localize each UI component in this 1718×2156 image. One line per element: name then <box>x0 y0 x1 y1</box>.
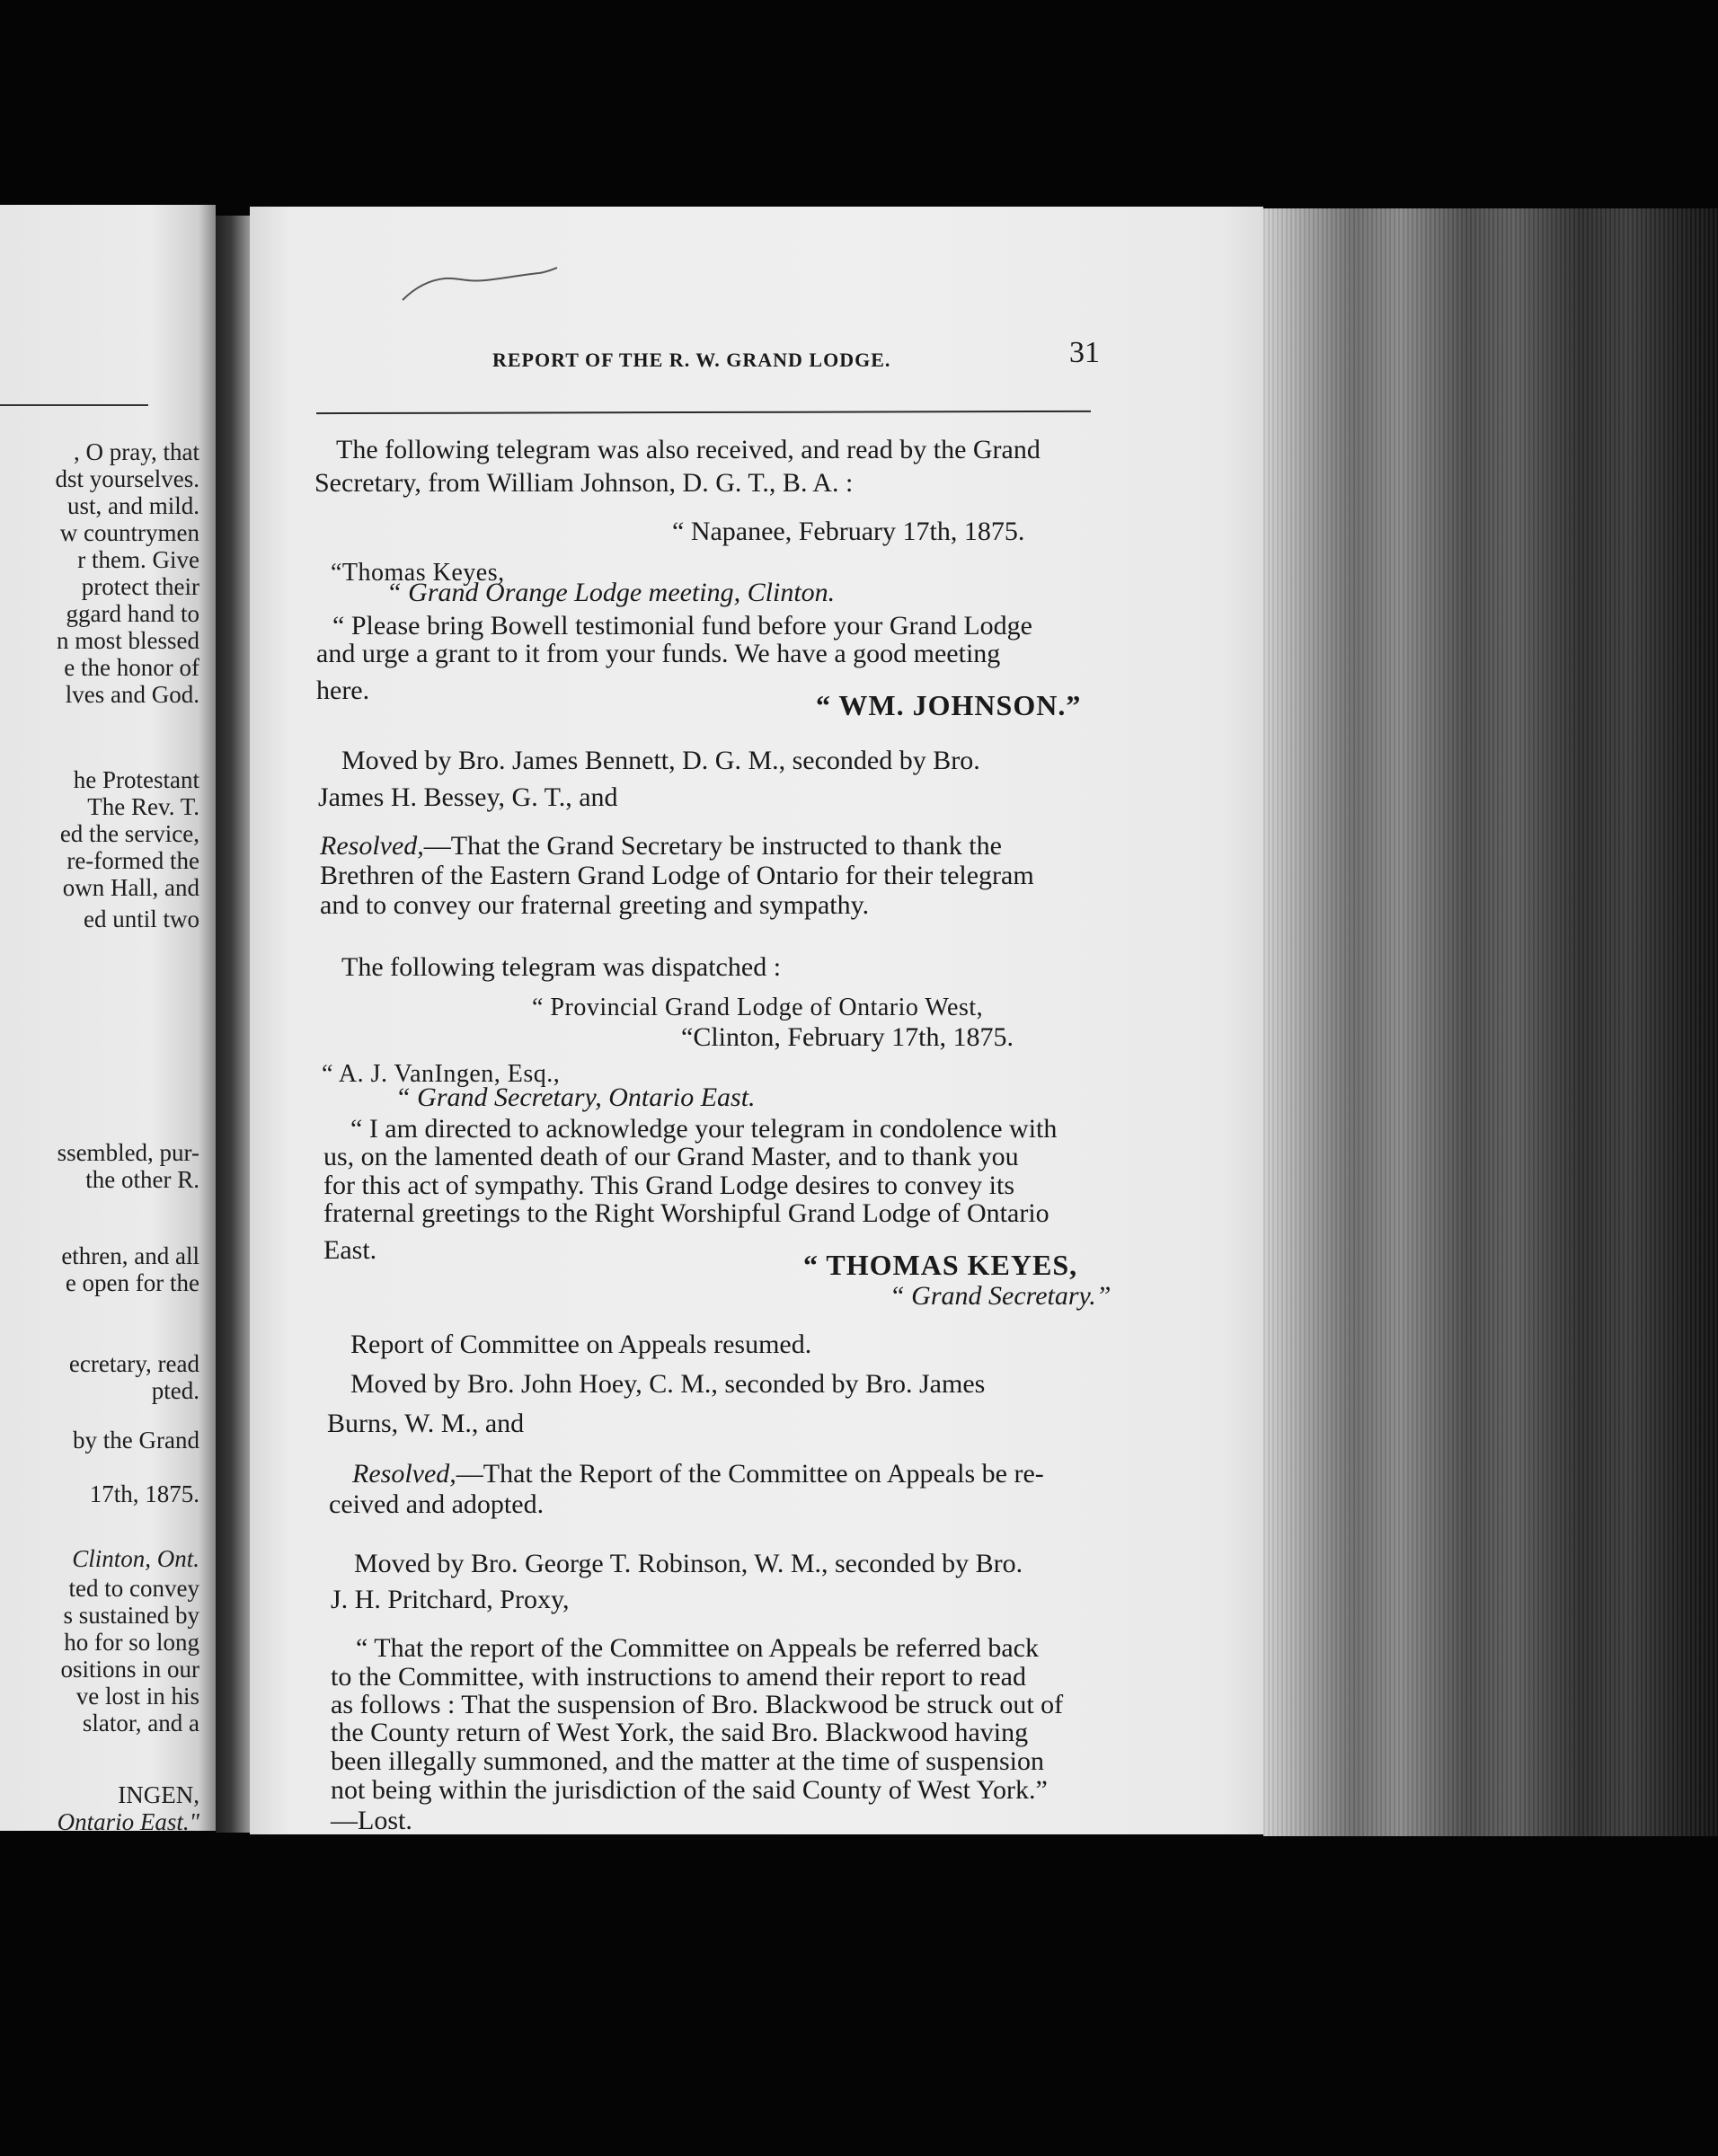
left-page-text-line: ed the service, <box>59 820 199 847</box>
motion-line: as follows : That the suspension of Bro. Blackwood be struck out of <box>331 1690 1064 1719</box>
left-page-text-line: ho for so long <box>64 1629 199 1656</box>
telegram-body-line: “ I am directed to acknowledge your telegram in condolence with <box>350 1114 1058 1144</box>
resolved-label: Resolved, <box>320 831 424 861</box>
book-page-edges <box>1263 208 1718 1836</box>
left-page-text-line: by the Grand <box>73 1427 199 1454</box>
left-page-text-line: ust, and mild. <box>67 492 199 519</box>
resolution-line: Brethren of the Eastern Grand Lodge of Ontario for their telegram <box>320 861 1034 890</box>
resolution-text: —That the Report of the Committee on Appeals be re- <box>456 1459 1044 1489</box>
motion-result: —Lost. <box>331 1806 412 1835</box>
left-page-text-line: w countrymen <box>59 519 199 546</box>
left-page-text-line: ositions in our <box>60 1656 199 1683</box>
left-page-text-line: ssembled, pur- <box>57 1139 199 1166</box>
left-page-text-line: INGEN, <box>118 1781 199 1808</box>
left-page-text-line: slator, and a <box>82 1710 199 1736</box>
telegram-signature: “ THOMAS KEYES, <box>803 1249 1078 1281</box>
motion-line: “ That the report of the Committee on Appeals be referred back <box>356 1633 1039 1663</box>
resolution-line: ceived and adopted. <box>329 1489 545 1519</box>
left-page-text-line: The Rev. T. <box>87 793 199 820</box>
paragraph-line: J. H. Pritchard, Proxy, <box>331 1585 570 1614</box>
left-page-text-line: own Hall, and <box>62 874 199 901</box>
left-page-text-line: dst yourselves. <box>55 465 199 492</box>
left-page-text-line: he Protestant <box>73 766 199 793</box>
telegram-body-line: here. <box>316 676 370 705</box>
running-head: REPORT OF THE R. W. GRAND LODGE. <box>492 349 891 371</box>
left-page-text-line: ted to convey <box>68 1575 199 1602</box>
paragraph-line: Burns, W. M., and <box>327 1409 525 1438</box>
telegram-addressee: “ A. J. VanIngen, Esq., <box>322 1060 561 1088</box>
left-page-text-line: n most blessed <box>57 627 199 654</box>
pen-scribble-mark <box>395 262 575 316</box>
resolution-line <box>352 1459 1044 1489</box>
left-page-text-line: 17th, 1875. <box>89 1480 199 1507</box>
paragraph-line: Moved by Bro. John Hoey, C. M., seconded by Bro. James <box>350 1369 986 1399</box>
paragraph-line: Moved by Bro. George T. Robinson, W. M., seconded by Bro. <box>354 1549 1023 1578</box>
left-page-text-line: s sustained by <box>63 1602 199 1629</box>
motion-line: been illegally summoned, and the matter at the time of suspension <box>331 1746 1044 1776</box>
telegram-signature: “ WM. JOHNSON.” <box>816 689 1082 721</box>
left-page-text-line: e open for the <box>65 1269 199 1296</box>
left-page-text-line: protect their <box>81 573 199 600</box>
page-number: 31 <box>1069 336 1100 369</box>
left-page-text-line: , O pray, that <box>74 438 199 465</box>
motion-line: to the Committee, with instructions to amend their report to read <box>331 1662 1026 1692</box>
telegram-body-line: “ Please bring Bowell testimonial fund before your Grand Lodge <box>332 611 1032 641</box>
telegram-body-line: East. <box>323 1235 377 1265</box>
telegram-dateline: “Clinton, February 17th, 1875. <box>681 1022 1014 1052</box>
left-page-text-line: pted. <box>151 1377 199 1404</box>
resolved-label: Resolved, <box>352 1459 456 1489</box>
motion-line: not being within the jurisdiction of the said County of West York.” <box>331 1775 1048 1805</box>
left-page-text-line: the other R. <box>85 1166 199 1193</box>
left-page-text-line: re-formed the <box>66 847 199 874</box>
resolution-line: and to convey our fraternal greeting and sympathy. <box>320 890 870 920</box>
left-page-text-line: ed until two <box>84 906 199 932</box>
telegram-body-line: and urge a grant to it from your funds. We have a good meeting <box>316 639 1001 668</box>
telegram-sender: “ Provincial Grand Lodge of Ontario West, <box>532 994 984 1021</box>
motion-line: the County return of West York, the said Bro. Blackwood having <box>331 1718 1029 1747</box>
left-page-header-rule <box>0 404 148 406</box>
left-page-text-line: r them. Give <box>77 546 199 573</box>
paragraph-line: Report of Committee on Appeals resumed. <box>350 1330 812 1359</box>
left-page-text-line: Ontario East." <box>57 1808 199 1835</box>
telegram-body-line: fraternal greetings to the Right Worshipful Grand Lodge of Ontario <box>323 1198 1049 1228</box>
telegram-body-line: us, on the lamented death of our Grand Master, and to thank you <box>323 1142 1019 1171</box>
telegram-dateline: “ Napanee, February 17th, 1875. <box>672 517 1025 546</box>
paragraph-line: The following telegram was dispatched : <box>341 952 782 982</box>
telegram-signature-title: “ Grand Secretary.” <box>890 1281 1111 1311</box>
left-page-text-line: Clinton, Ont. <box>72 1545 199 1572</box>
left-page-text-line: e the honor of <box>64 654 199 681</box>
telegram-addressee: “Thomas Keyes, <box>331 559 505 587</box>
resolution-text: —That the Grand Secretary be instructed to thank the <box>423 831 1002 861</box>
telegram-address: “ Grand Orange Lodge meeting, Clinton. <box>386 578 836 607</box>
book-gutter <box>216 216 250 1833</box>
left-page-text-line: ecretary, read <box>68 1350 199 1377</box>
left-page-text-line: ethren, and all <box>61 1242 199 1269</box>
paragraph-line: Moved by Bro. James Bennett, D. G. M., seconded by Bro. <box>341 746 980 775</box>
left-page-text-line: ggard hand to <box>66 600 199 627</box>
telegram-body-line: for this act of sympathy. This Grand Lodge desires to convey its <box>323 1171 1015 1200</box>
left-page-text-line: ve lost in his <box>75 1683 199 1710</box>
resolution-line <box>320 831 1002 862</box>
paragraph-line: James H. Bessey, G. T., and <box>318 782 618 812</box>
paragraph-line: The following telegram was also received, and read by the Grand <box>336 435 1041 464</box>
telegram-address: “ Grand Secretary, Ontario East. <box>395 1082 756 1112</box>
left-page-text-line: lves and God. <box>65 681 199 708</box>
paragraph-line: Secretary, from William Johnson, D. G. T., B. A. : <box>314 468 854 498</box>
